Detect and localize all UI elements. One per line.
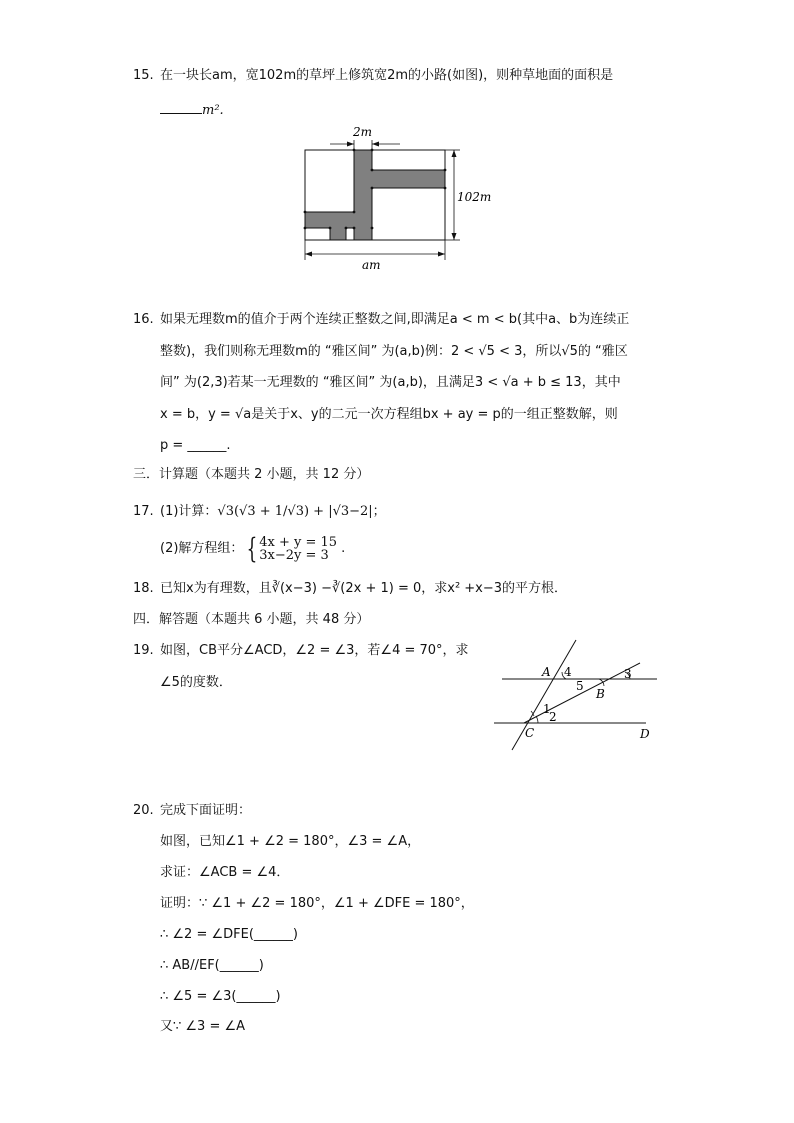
q18-number: 18. (133, 581, 154, 596)
q15-figure (300, 122, 500, 274)
q20-line2: 如图，已知∠1 + ∠2 = 180°，∠3 = ∠A， (160, 834, 421, 849)
q15-number: 15. (133, 68, 154, 83)
equation-system (259, 536, 337, 562)
q17-part1-expr: √3(√3 + 1/√3) + |√3−2|； (217, 504, 386, 519)
q16-line4: x = b，y = √a是关于x、y的二元一次方程组bx + ay = p的一组正整数解，则 (160, 407, 618, 422)
label-3: 3 (624, 667, 632, 681)
q19-figure (490, 636, 665, 752)
q19-line1: 如图，CB平分∠ACD，∠2 = ∠3，若∠4 = 70°，求 (160, 643, 469, 658)
label-5: 5 (576, 679, 584, 693)
q15-top-label: 2m (353, 125, 373, 139)
label-c: C (525, 726, 535, 740)
q19-number: 19. (133, 643, 154, 658)
q20-line3: 求证：∠ACB = ∠4． (160, 865, 290, 880)
q17-part1 (160, 503, 386, 521)
section-4-title: 四．解答题（本题共 6 小题，共 48 分） (133, 612, 370, 627)
equation-1: 4x + y = 15 (259, 535, 338, 550)
section-3-title: 三．计算题（本题共 2 小题，共 12 分） (133, 467, 370, 482)
q20-line7[interactable]: ∴ ∠5 = ∠3(______) (160, 989, 281, 1004)
q15-unit: m². (202, 103, 224, 118)
q15-right-label: 102m (457, 190, 492, 204)
q16-line1: 如果无理数m的值介于两个连续正整数之间,即满足a < m < b(其中a、b为连续正 (160, 312, 630, 327)
label-2: 2 (549, 710, 557, 724)
q16-line3: 间” 为(2,3)若某一无理数的 “雅区间” 为(a,b)，且满足3 < √a + b ≤ 13，其中 (160, 375, 621, 390)
equation-brace: { (246, 532, 258, 565)
q16-number: 16. (133, 312, 154, 327)
equation-2: 3x−2y = 3 (259, 548, 329, 563)
q20-number: 20. (133, 803, 154, 818)
label-d: D (640, 727, 650, 741)
q20-line5[interactable]: ∴ ∠2 = ∠DFE(______) (160, 927, 298, 942)
label-1: 1 (543, 702, 551, 716)
q17-part2-tail: . (341, 541, 346, 556)
q16-line5: p = ______. (160, 438, 231, 453)
label-a: A (542, 665, 551, 679)
road-path (305, 150, 445, 240)
q17-number: 17. (133, 504, 154, 519)
q20-line1: 完成下面证明： (160, 803, 252, 818)
q15-answer-line (160, 99, 224, 120)
q20-line8: 又∵ ∠3 = ∠A (160, 1019, 246, 1034)
q20-line4: 证明：∵ ∠1 + ∠2 = 180°，∠1 + ∠DFE = 180°， (160, 896, 474, 911)
label-4: 4 (564, 665, 572, 679)
q17-part1-prefix: (1)计算： (160, 504, 218, 519)
q15-bottom-label: am (362, 258, 381, 272)
q18-text: 已知x为有理数，且∛(x−3) −∛(2x + 1) = 0，求x² +x−3的平方根． (160, 581, 568, 596)
q16-line2: 整数)，我们则称无理数m的 “雅区间” 为(a,b)例：2 < √5 < 3，所以√5的 “雅区 (160, 344, 628, 359)
label-b: B (596, 687, 605, 701)
q17-part2 (160, 532, 346, 566)
q19-line2: ∠5的度数． (160, 675, 232, 690)
q20-line6[interactable]: ∴ AB//EF(______) (160, 958, 264, 973)
q15-text: 在一块长am，宽102m的草坪上修筑宽2m的小路(如图)，则种草地面的面积是 (160, 68, 614, 83)
q17-part2-prefix: (2)解方程组： (160, 541, 244, 556)
answer-blank[interactable] (160, 99, 202, 114)
transversal-ac (512, 640, 576, 750)
